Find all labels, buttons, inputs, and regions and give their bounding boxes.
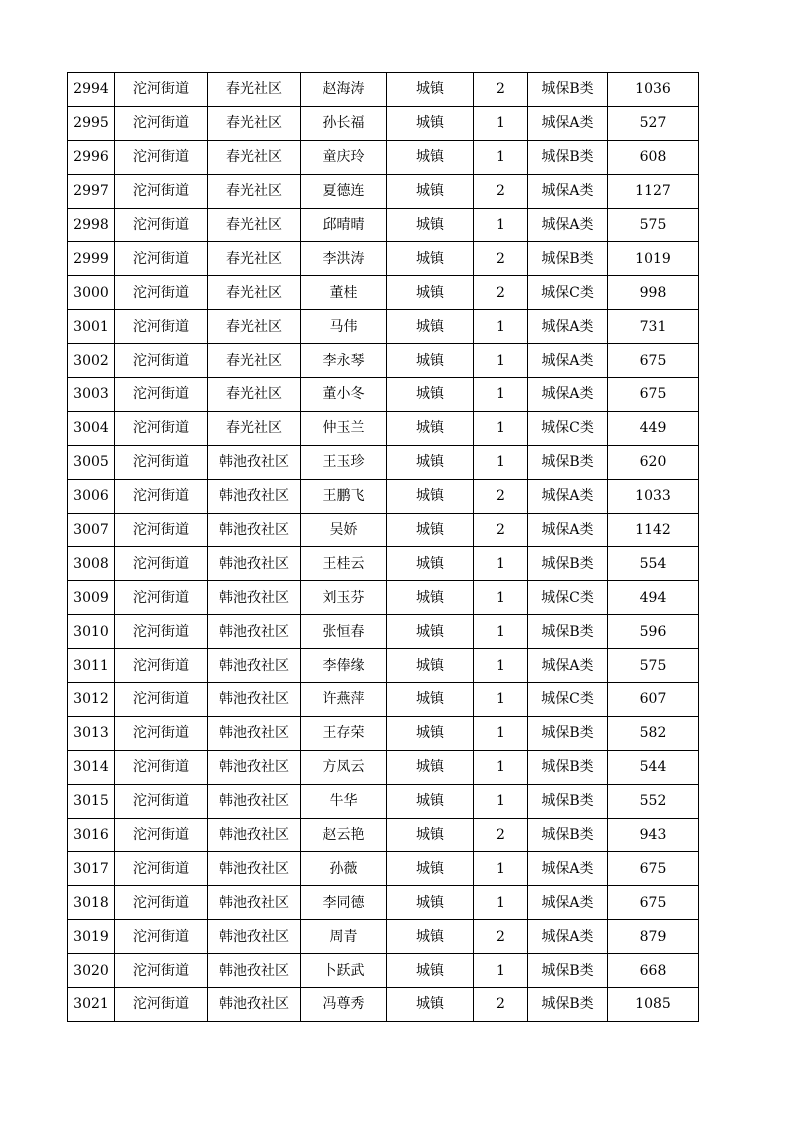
household-count-cell: 1 [474, 784, 528, 818]
area-type-cell: 城镇 [387, 73, 474, 107]
amount-cell: 675 [608, 378, 699, 412]
amount-cell: 608 [608, 140, 699, 174]
area-type-cell: 城镇 [387, 920, 474, 954]
table-row [68, 513, 699, 547]
insurance-category-cell: 城保A类 [528, 513, 608, 547]
table-row [68, 920, 699, 954]
street-cell: 沱河街道 [115, 852, 208, 886]
community-cell: 春光社区 [208, 242, 301, 276]
amount-cell: 1085 [608, 988, 699, 1022]
insurance-category-cell: 城保A类 [528, 310, 608, 344]
table-row [68, 818, 699, 852]
amount-cell: 544 [608, 750, 699, 784]
record-id-cell: 3009 [68, 581, 115, 615]
record-id-cell: 3014 [68, 750, 115, 784]
amount-cell: 731 [608, 310, 699, 344]
name-cell: 孙薇 [301, 852, 387, 886]
community-cell: 春光社区 [208, 411, 301, 445]
insurance-category-cell: 城保B类 [528, 988, 608, 1022]
community-cell: 韩池孜社区 [208, 683, 301, 717]
street-cell: 沱河街道 [115, 208, 208, 242]
insurance-category-cell: 城保B类 [528, 140, 608, 174]
insurance-category-cell: 城保B类 [528, 750, 608, 784]
area-type-cell: 城镇 [387, 242, 474, 276]
amount-cell: 449 [608, 411, 699, 445]
household-count-cell: 1 [474, 140, 528, 174]
record-id-cell: 3003 [68, 378, 115, 412]
area-type-cell: 城镇 [387, 649, 474, 683]
record-id-cell: 3018 [68, 886, 115, 920]
community-cell: 春光社区 [208, 106, 301, 140]
record-id-cell: 3020 [68, 954, 115, 988]
street-cell: 沱河街道 [115, 784, 208, 818]
amount-cell: 675 [608, 852, 699, 886]
area-type-cell: 城镇 [387, 547, 474, 581]
street-cell: 沱河街道 [115, 445, 208, 479]
community-cell: 春光社区 [208, 208, 301, 242]
record-id-cell: 3015 [68, 784, 115, 818]
insurance-category-cell: 城保A类 [528, 649, 608, 683]
record-id-cell: 3011 [68, 649, 115, 683]
amount-cell: 494 [608, 581, 699, 615]
record-id-cell: 3001 [68, 310, 115, 344]
name-cell: 刘玉芬 [301, 581, 387, 615]
table-row [68, 174, 699, 208]
community-cell: 韩池孜社区 [208, 886, 301, 920]
insurance-category-cell: 城保A类 [528, 174, 608, 208]
area-type-cell: 城镇 [387, 310, 474, 344]
community-cell: 韩池孜社区 [208, 750, 301, 784]
table-row [68, 581, 699, 615]
street-cell: 沱河街道 [115, 344, 208, 378]
amount-cell: 527 [608, 106, 699, 140]
household-count-cell: 1 [474, 886, 528, 920]
roster-table [67, 72, 699, 1022]
household-count-cell: 2 [474, 276, 528, 310]
amount-cell: 675 [608, 886, 699, 920]
table-row [68, 615, 699, 649]
name-cell: 许燕萍 [301, 683, 387, 717]
street-cell: 沱河街道 [115, 276, 208, 310]
roster-body [68, 73, 699, 1022]
household-count-cell: 1 [474, 310, 528, 344]
table-row [68, 310, 699, 344]
street-cell: 沱河街道 [115, 513, 208, 547]
table-row [68, 954, 699, 988]
record-id-cell: 3005 [68, 445, 115, 479]
area-type-cell: 城镇 [387, 615, 474, 649]
amount-cell: 879 [608, 920, 699, 954]
household-count-cell: 1 [474, 547, 528, 581]
name-cell: 吴娇 [301, 513, 387, 547]
table-row [68, 852, 699, 886]
area-type-cell: 城镇 [387, 683, 474, 717]
name-cell: 赵云艳 [301, 818, 387, 852]
table-row [68, 988, 699, 1022]
household-count-cell: 1 [474, 411, 528, 445]
area-type-cell: 城镇 [387, 276, 474, 310]
record-id-cell: 2999 [68, 242, 115, 276]
table-row [68, 716, 699, 750]
name-cell: 董小冬 [301, 378, 387, 412]
community-cell: 韩池孜社区 [208, 784, 301, 818]
street-cell: 沱河街道 [115, 242, 208, 276]
street-cell: 沱河街道 [115, 649, 208, 683]
name-cell: 王鹏飞 [301, 479, 387, 513]
street-cell: 沱河街道 [115, 411, 208, 445]
insurance-category-cell: 城保B类 [528, 73, 608, 107]
household-count-cell: 2 [474, 818, 528, 852]
community-cell: 韩池孜社区 [208, 547, 301, 581]
name-cell: 牛华 [301, 784, 387, 818]
table-row [68, 276, 699, 310]
table-row [68, 750, 699, 784]
name-cell: 李俸缘 [301, 649, 387, 683]
area-type-cell: 城镇 [387, 411, 474, 445]
household-count-cell: 1 [474, 378, 528, 412]
record-id-cell: 3000 [68, 276, 115, 310]
household-count-cell: 1 [474, 344, 528, 378]
record-id-cell: 3016 [68, 818, 115, 852]
record-id-cell: 3007 [68, 513, 115, 547]
record-id-cell: 3013 [68, 716, 115, 750]
street-cell: 沱河街道 [115, 683, 208, 717]
table-row [68, 445, 699, 479]
street-cell: 沱河街道 [115, 581, 208, 615]
household-count-cell: 1 [474, 683, 528, 717]
amount-cell: 1127 [608, 174, 699, 208]
community-cell: 韩池孜社区 [208, 513, 301, 547]
name-cell: 马伟 [301, 310, 387, 344]
area-type-cell: 城镇 [387, 784, 474, 818]
area-type-cell: 城镇 [387, 513, 474, 547]
record-id-cell: 3019 [68, 920, 115, 954]
amount-cell: 554 [608, 547, 699, 581]
name-cell: 夏德连 [301, 174, 387, 208]
street-cell: 沱河街道 [115, 174, 208, 208]
community-cell: 韩池孜社区 [208, 716, 301, 750]
community-cell: 春光社区 [208, 73, 301, 107]
table-row [68, 344, 699, 378]
community-cell: 春光社区 [208, 174, 301, 208]
community-cell: 韩池孜社区 [208, 445, 301, 479]
household-count-cell: 1 [474, 615, 528, 649]
record-id-cell: 3008 [68, 547, 115, 581]
household-count-cell: 1 [474, 750, 528, 784]
name-cell: 周青 [301, 920, 387, 954]
amount-cell: 596 [608, 615, 699, 649]
household-count-cell: 1 [474, 649, 528, 683]
amount-cell: 575 [608, 649, 699, 683]
household-count-cell: 1 [474, 208, 528, 242]
name-cell: 孙长福 [301, 106, 387, 140]
area-type-cell: 城镇 [387, 208, 474, 242]
record-id-cell: 2997 [68, 174, 115, 208]
street-cell: 沱河街道 [115, 716, 208, 750]
household-count-cell: 1 [474, 581, 528, 615]
insurance-category-cell: 城保B类 [528, 242, 608, 276]
area-type-cell: 城镇 [387, 954, 474, 988]
community-cell: 春光社区 [208, 276, 301, 310]
household-count-cell: 1 [474, 716, 528, 750]
community-cell: 春光社区 [208, 310, 301, 344]
record-id-cell: 3006 [68, 479, 115, 513]
name-cell: 张恒春 [301, 615, 387, 649]
amount-cell: 582 [608, 716, 699, 750]
insurance-category-cell: 城保A类 [528, 852, 608, 886]
street-cell: 沱河街道 [115, 378, 208, 412]
name-cell: 仲玉兰 [301, 411, 387, 445]
community-cell: 韩池孜社区 [208, 615, 301, 649]
table-row [68, 683, 699, 717]
insurance-category-cell: 城保A类 [528, 886, 608, 920]
record-id-cell: 3010 [68, 615, 115, 649]
area-type-cell: 城镇 [387, 818, 474, 852]
street-cell: 沱河街道 [115, 988, 208, 1022]
name-cell: 董桂 [301, 276, 387, 310]
record-id-cell: 3021 [68, 988, 115, 1022]
community-cell: 韩池孜社区 [208, 920, 301, 954]
amount-cell: 1036 [608, 73, 699, 107]
amount-cell: 668 [608, 954, 699, 988]
name-cell: 冯尊秀 [301, 988, 387, 1022]
community-cell: 春光社区 [208, 140, 301, 174]
record-id-cell: 3002 [68, 344, 115, 378]
insurance-category-cell: 城保A类 [528, 479, 608, 513]
amount-cell: 1019 [608, 242, 699, 276]
amount-cell: 575 [608, 208, 699, 242]
record-id-cell: 2995 [68, 106, 115, 140]
street-cell: 沱河街道 [115, 310, 208, 344]
insurance-category-cell: 城保A类 [528, 378, 608, 412]
insurance-category-cell: 城保B类 [528, 445, 608, 479]
amount-cell: 620 [608, 445, 699, 479]
amount-cell: 675 [608, 344, 699, 378]
street-cell: 沱河街道 [115, 106, 208, 140]
area-type-cell: 城镇 [387, 445, 474, 479]
household-count-cell: 1 [474, 445, 528, 479]
community-cell: 春光社区 [208, 378, 301, 412]
area-type-cell: 城镇 [387, 344, 474, 378]
household-count-cell: 1 [474, 954, 528, 988]
area-type-cell: 城镇 [387, 174, 474, 208]
amount-cell: 1142 [608, 513, 699, 547]
street-cell: 沱河街道 [115, 547, 208, 581]
household-count-cell: 1 [474, 106, 528, 140]
table-row [68, 242, 699, 276]
community-cell: 韩池孜社区 [208, 479, 301, 513]
household-count-cell: 2 [474, 988, 528, 1022]
insurance-category-cell: 城保B类 [528, 784, 608, 818]
table-row [68, 547, 699, 581]
area-type-cell: 城镇 [387, 106, 474, 140]
table-row [68, 378, 699, 412]
record-id-cell: 2998 [68, 208, 115, 242]
table-row [68, 140, 699, 174]
community-cell: 韩池孜社区 [208, 818, 301, 852]
record-id-cell: 3017 [68, 852, 115, 886]
community-cell: 韩池孜社区 [208, 988, 301, 1022]
amount-cell: 607 [608, 683, 699, 717]
insurance-category-cell: 城保B类 [528, 615, 608, 649]
insurance-category-cell: 城保A类 [528, 344, 608, 378]
amount-cell: 998 [608, 276, 699, 310]
street-cell: 沱河街道 [115, 615, 208, 649]
insurance-category-cell: 城保C类 [528, 683, 608, 717]
insurance-category-cell: 城保B类 [528, 716, 608, 750]
record-id-cell: 2994 [68, 73, 115, 107]
insurance-category-cell: 城保B类 [528, 547, 608, 581]
table-row [68, 106, 699, 140]
record-id-cell: 2996 [68, 140, 115, 174]
table-row [68, 411, 699, 445]
insurance-category-cell: 城保A类 [528, 920, 608, 954]
area-type-cell: 城镇 [387, 886, 474, 920]
area-type-cell: 城镇 [387, 852, 474, 886]
insurance-category-cell: 城保C类 [528, 276, 608, 310]
community-cell: 韩池孜社区 [208, 852, 301, 886]
community-cell: 韩池孜社区 [208, 954, 301, 988]
street-cell: 沱河街道 [115, 954, 208, 988]
street-cell: 沱河街道 [115, 73, 208, 107]
community-cell: 韩池孜社区 [208, 649, 301, 683]
name-cell: 童庆玲 [301, 140, 387, 174]
insurance-category-cell: 城保A类 [528, 208, 608, 242]
street-cell: 沱河街道 [115, 818, 208, 852]
insurance-category-cell: 城保A类 [528, 106, 608, 140]
street-cell: 沱河街道 [115, 140, 208, 174]
street-cell: 沱河街道 [115, 479, 208, 513]
amount-cell: 943 [608, 818, 699, 852]
name-cell: 李永琴 [301, 344, 387, 378]
area-type-cell: 城镇 [387, 140, 474, 174]
name-cell: 李洪涛 [301, 242, 387, 276]
table-row [68, 479, 699, 513]
name-cell: 邱晴晴 [301, 208, 387, 242]
record-id-cell: 3004 [68, 411, 115, 445]
table-row [68, 649, 699, 683]
table-row [68, 208, 699, 242]
amount-cell: 1033 [608, 479, 699, 513]
insurance-category-cell: 城保B类 [528, 954, 608, 988]
name-cell: 王存荣 [301, 716, 387, 750]
area-type-cell: 城镇 [387, 378, 474, 412]
area-type-cell: 城镇 [387, 479, 474, 513]
street-cell: 沱河街道 [115, 920, 208, 954]
name-cell: 王桂云 [301, 547, 387, 581]
record-id-cell: 3012 [68, 683, 115, 717]
table-row [68, 886, 699, 920]
area-type-cell: 城镇 [387, 716, 474, 750]
area-type-cell: 城镇 [387, 988, 474, 1022]
household-count-cell: 2 [474, 479, 528, 513]
name-cell: 卜跃武 [301, 954, 387, 988]
household-count-cell: 2 [474, 242, 528, 276]
name-cell: 李同德 [301, 886, 387, 920]
street-cell: 沱河街道 [115, 886, 208, 920]
community-cell: 春光社区 [208, 344, 301, 378]
area-type-cell: 城镇 [387, 581, 474, 615]
insurance-category-cell: 城保C类 [528, 581, 608, 615]
area-type-cell: 城镇 [387, 750, 474, 784]
table-row [68, 784, 699, 818]
community-cell: 韩池孜社区 [208, 581, 301, 615]
insurance-category-cell: 城保C类 [528, 411, 608, 445]
name-cell: 赵海涛 [301, 73, 387, 107]
table-row [68, 73, 699, 107]
street-cell: 沱河街道 [115, 750, 208, 784]
name-cell: 王玉珍 [301, 445, 387, 479]
insurance-category-cell: 城保B类 [528, 818, 608, 852]
household-count-cell: 2 [474, 513, 528, 547]
household-count-cell: 2 [474, 174, 528, 208]
amount-cell: 552 [608, 784, 699, 818]
household-count-cell: 1 [474, 852, 528, 886]
household-count-cell: 2 [474, 920, 528, 954]
name-cell: 方凤云 [301, 750, 387, 784]
household-count-cell: 2 [474, 73, 528, 107]
